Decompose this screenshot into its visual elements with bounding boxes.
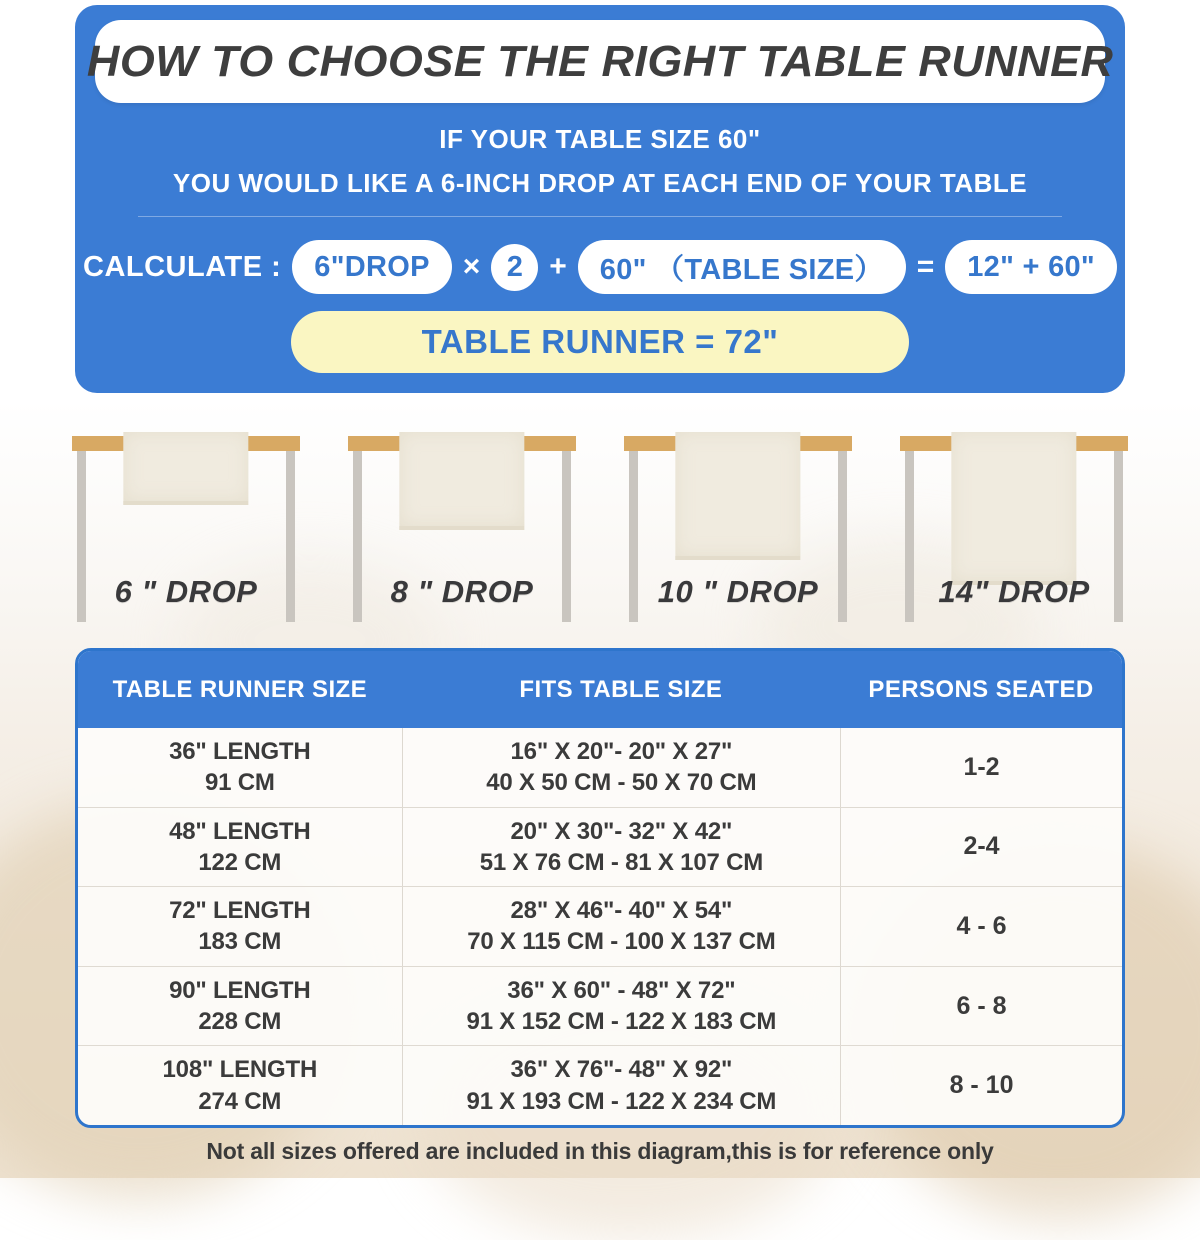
persons-value: 2-4	[963, 832, 1000, 861]
drop-value-pill: 6"DROP	[292, 240, 451, 294]
fits-size-inches: 16" X 20"- 20" X 27"	[510, 738, 733, 766]
table-illustration-8-drop	[348, 430, 576, 622]
runner-size-inches: 72" LENGTH	[169, 897, 311, 925]
result-pill: TABLE RUNNER = 72"	[291, 311, 909, 373]
runner-size-inches: 36" LENGTH	[169, 738, 311, 766]
runner-size-inches: 90" LENGTH	[169, 976, 311, 1004]
persons-cell	[840, 728, 1122, 807]
fits-size-inches: 36" X 60" - 48" X 72"	[507, 976, 736, 1004]
runner-size-cell	[78, 1054, 402, 1116]
persons-cell	[840, 1046, 1122, 1125]
title-bar	[86, 20, 1114, 103]
size-chart-body	[78, 728, 1122, 1125]
runner-size-inches: 48" LENGTH	[169, 817, 311, 845]
column-header-persons-seated: PERSONS SEATED	[868, 675, 1094, 703]
table-illustration-14-drop	[900, 430, 1128, 622]
fits-size-inches: 20" X 30"- 32" X 42"	[510, 817, 733, 845]
persons-value: 8 - 10	[949, 1071, 1014, 1100]
persons-cell	[840, 887, 1122, 966]
runner-size-cm: 122 CM	[198, 848, 282, 876]
sum-pill: 12" + 60"	[945, 240, 1117, 294]
fits-size-cell	[402, 887, 840, 966]
intro-line-2: YOU WOULD LIKE A 6-INCH DROP AT EACH END OF YOUR TABLE	[172, 168, 1028, 198]
persons-cell	[840, 967, 1122, 1046]
runner-cloth-icon	[399, 432, 524, 530]
fits-size-cm: 40 X 50 CM - 50 X 70 CM	[486, 769, 757, 797]
size-chart-card	[75, 648, 1125, 1128]
table-row	[78, 886, 1122, 966]
column-header-runner-size: TABLE RUNNER SIZE	[112, 675, 367, 703]
fits-size-cm: 91 X 193 CM - 122 X 234 CM	[466, 1087, 777, 1115]
fits-size-inches: 36" X 76"- 48" X 92"	[510, 1056, 733, 1084]
multiply-sign: ×	[462, 250, 481, 283]
runner-size-cm: 274 CM	[198, 1087, 282, 1115]
table-row	[78, 966, 1122, 1046]
table-size-pill: 60" （TABLE SIZE）	[578, 240, 906, 294]
column-header-fits-table-size: FITS TABLE SIZE	[519, 675, 723, 703]
fits-size-cell	[402, 967, 840, 1046]
drop-label: 6 " DROP	[114, 574, 258, 609]
instruction-panel	[75, 5, 1125, 393]
intro-text	[75, 124, 1125, 199]
persons-value: 1-2	[963, 752, 1000, 781]
runner-cloth-icon	[123, 432, 248, 505]
fits-size-cell	[402, 1046, 840, 1125]
fits-size-cell	[402, 808, 840, 887]
runner-size-cell	[78, 975, 402, 1037]
calculate-label: CALCULATE :	[83, 250, 282, 283]
runner-size-cell	[78, 895, 402, 957]
persons-value: 6 - 8	[956, 991, 1007, 1020]
table-row	[78, 1045, 1122, 1125]
drop-label: 14" DROP	[938, 574, 1090, 609]
table-row	[78, 807, 1122, 887]
equals-sign: =	[916, 250, 935, 283]
drop-label: 10 " DROP	[657, 574, 819, 609]
drop-illustrations	[72, 430, 1128, 622]
runner-size-cell	[78, 816, 402, 878]
table-illustration-6-drop	[72, 430, 300, 622]
intro-line-1: IF YOUR TABLE SIZE 60"	[439, 124, 761, 154]
fits-size-cell	[402, 728, 840, 807]
fits-size-cm: 70 X 115 CM - 100 X 137 CM	[467, 928, 776, 956]
fits-size-cm: 91 X 152 CM - 122 X 183 CM	[466, 1008, 777, 1036]
divider	[138, 216, 1062, 217]
table-illustration-10-drop	[624, 430, 852, 622]
runner-size-cm: 183 CM	[198, 928, 282, 956]
runner-size-cm: 228 CM	[198, 1008, 282, 1036]
persons-value: 4 - 6	[956, 911, 1007, 940]
runner-size-cell	[78, 736, 402, 798]
table-row	[78, 728, 1122, 807]
plus-sign: +	[549, 250, 567, 283]
multiplier-badge: 2	[491, 244, 538, 291]
fits-size-inches: 28" X 46"- 40" X 54"	[510, 897, 733, 925]
page-title: HOW TO CHOOSE THE RIGHT TABLE RUNNER	[86, 36, 1114, 86]
drop-label: 8 " DROP	[390, 574, 534, 609]
size-chart-header	[78, 651, 1122, 728]
footer-disclaimer: Not all sizes offered are included in this diagram,this is for reference only	[206, 1138, 994, 1164]
runner-size-inches: 108" LENGTH	[162, 1056, 318, 1084]
runner-cloth-icon	[951, 432, 1076, 585]
runner-cloth-icon	[675, 432, 800, 560]
fits-size-cm: 51 X 76 CM - 81 X 107 CM	[479, 848, 764, 876]
calculation-formula	[75, 240, 1125, 294]
persons-cell	[840, 808, 1122, 887]
runner-size-cm: 91 CM	[204, 769, 275, 797]
